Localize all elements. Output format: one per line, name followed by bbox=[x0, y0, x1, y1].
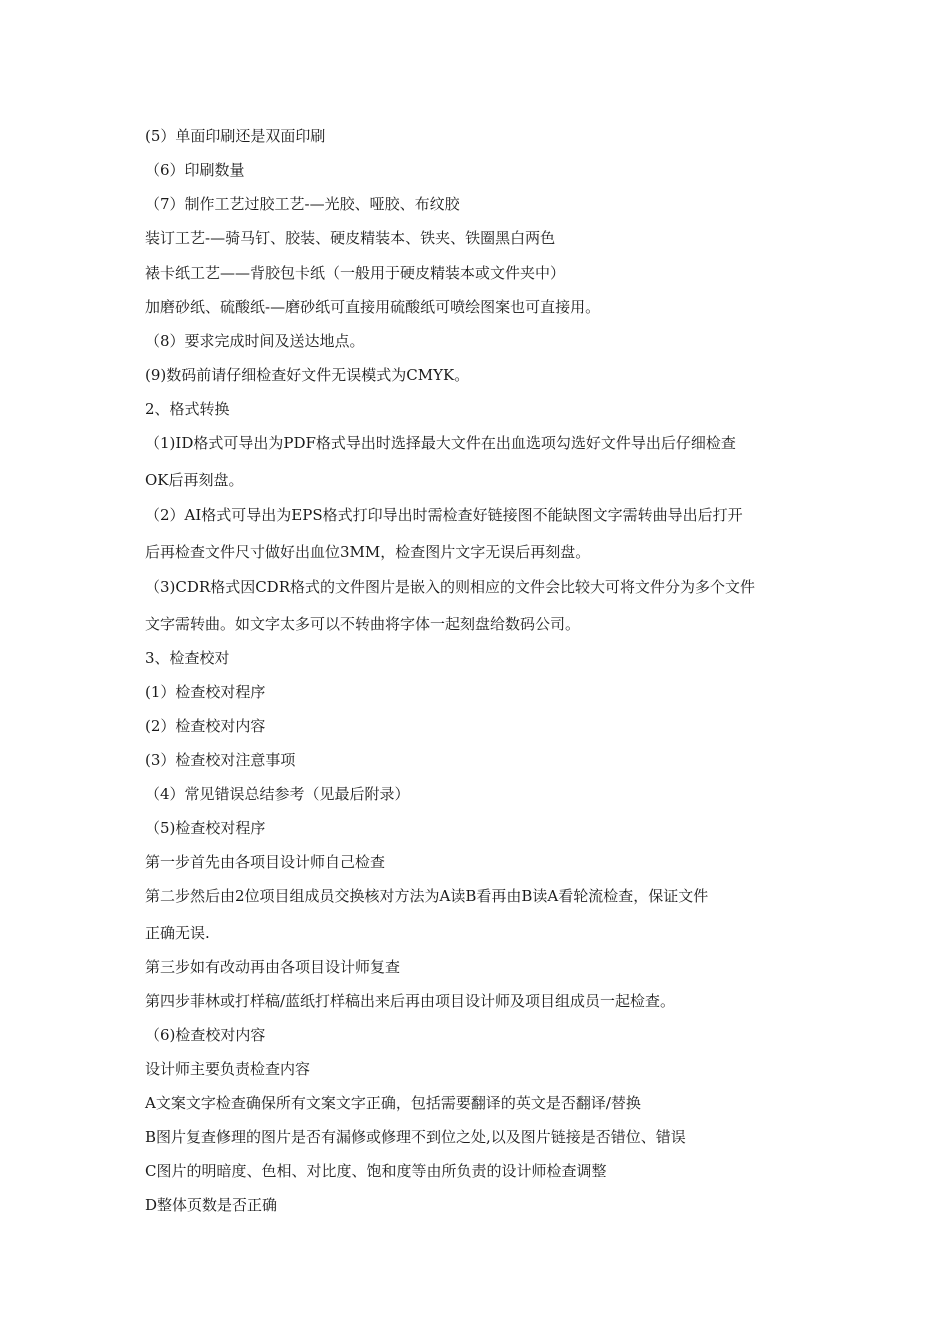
text-line: (9)数码前请仔细检查好文件无误模式为CMYK。 bbox=[145, 366, 470, 384]
text-line: B图片复查修理的图片是否有漏修或修理不到位之处,以及图片链接是否错位、错误 bbox=[145, 1128, 686, 1146]
text-line: 装订工艺-—骑马钉、胶装、硬皮精装本、铁夹、铁圈黑白两色 bbox=[145, 229, 556, 247]
text-line: （4）常见错误总结参考（见最后附录） bbox=[145, 785, 410, 803]
text-line: 文字需转曲。如文字太多可以不转曲将字体一起刻盘给数码公司。 bbox=[145, 615, 581, 633]
section-heading: 3、检查校对 bbox=[145, 649, 230, 667]
text-line: 设计师主要负责检查内容 bbox=[145, 1060, 311, 1078]
text-line: 加磨砂纸、硫酸纸-—磨砂纸可直接用硫酸纸可喷绘图案也可直接用。 bbox=[145, 298, 601, 316]
text-line: 第三步如有改动再由各项目设计师复查 bbox=[145, 958, 401, 976]
section-heading: 2、格式转换 bbox=[145, 400, 230, 418]
text-line: 第四步菲林或打样稿/蓝纸打样稿出来后再由项目设计师及项目组成员一起检查。 bbox=[145, 992, 676, 1010]
text-line: （7）制作工艺过胶工艺-—光胶、哑胶、布纹胶 bbox=[145, 195, 460, 213]
text-line: (2）检查校对内容 bbox=[145, 717, 266, 735]
text-line: 正确无误. bbox=[145, 924, 210, 942]
text-line: (1）检查校对程序 bbox=[145, 683, 266, 701]
text-line: （6)检查校对内容 bbox=[145, 1026, 266, 1044]
text-line: (3）检查校对注意事项 bbox=[145, 751, 296, 769]
text-line: （5)检查校对程序 bbox=[145, 819, 266, 837]
text-line: 裱卡纸工艺——背胶包卡纸（一般用于硬皮精装本或文件夹中） bbox=[145, 264, 566, 282]
text-line: （2）AI格式可导出为EPS格式打印导出时需检查好链接图不能缺图文字需转曲导出后打开 bbox=[145, 506, 743, 524]
text-line: （1)ID格式可导出为PDF格式导出时选择最大文件在出血选项勾选好文件导出后仔细检查 bbox=[145, 434, 736, 452]
text-line: （8）要求完成时间及送达地点。 bbox=[145, 332, 365, 350]
text-line: （3)CDR格式因CDR格式的文件图片是嵌入的则相应的文件会比较大可将文件分为多个文件 bbox=[145, 578, 755, 596]
text-line: （6）印刷数量 bbox=[145, 161, 245, 179]
text-line: OK后再刻盘。 bbox=[145, 471, 244, 489]
text-line: D整体页数是否正确 bbox=[145, 1196, 278, 1214]
text-line: 第一步首先由各项目设计师自己检查 bbox=[145, 853, 386, 871]
text-line: (5）单面印刷还是双面印刷 bbox=[145, 127, 326, 145]
text-line: 第二步然后由2位项目组成员交换核对方法为A读B看再由B读A看轮流检查，保证文件 bbox=[145, 887, 709, 905]
text-line: A文案文字检查确保所有文案文字正确，包括需要翻译的英文是否翻译/替换 bbox=[145, 1094, 641, 1112]
text-line: C图片的明暗度、色相、对比度、饱和度等由所负责的设计师检查调整 bbox=[145, 1162, 607, 1180]
text-line: 后再检查文件尺寸做好出血位3MM，检查图片文字无误后再刻盘。 bbox=[145, 543, 591, 561]
